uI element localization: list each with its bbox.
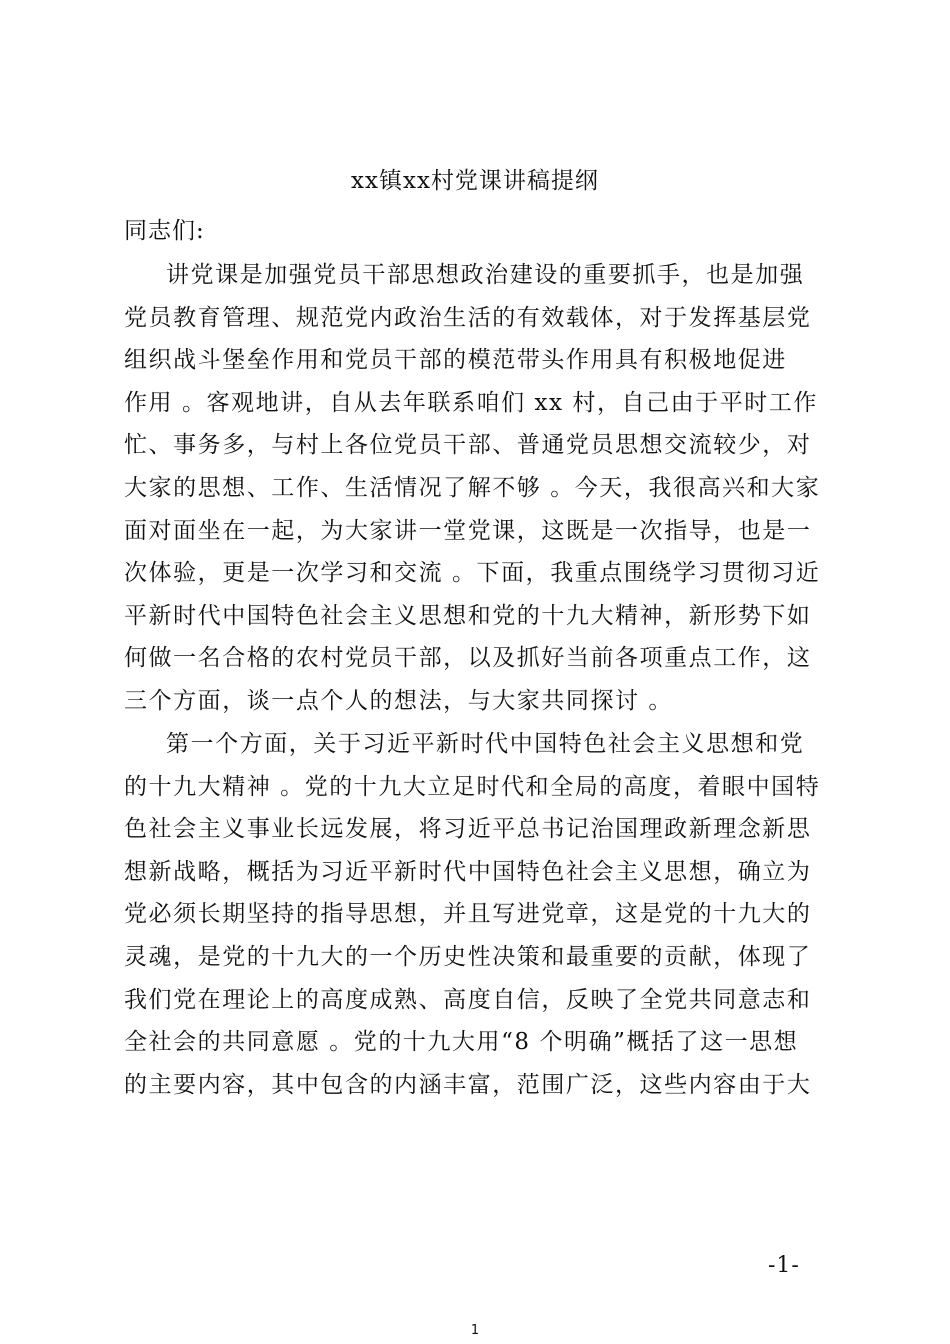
paragraph-line: 的主要内容，其中包含的内涵丰富，范围广泛，这些内容由于大 <box>124 1071 812 1098</box>
paragraph-line: 作用 。客观地讲，自从去年联系咱们 xx 村，自己由于平时工作 <box>124 389 818 416</box>
footer-page-number: 1 <box>470 1323 480 1338</box>
page-number-marker: -1- <box>768 1253 800 1278</box>
paragraph-line: 平新时代中国特色社会主义思想和党的十九大精神，新形势下如 <box>124 602 812 629</box>
paragraph-line: 色社会主义事业长远发展，将习近平总书记治国理政新理念新思 <box>124 816 812 843</box>
paragraph-line: 组织战斗堡垒作用和党员干部的模范带头作用具有积极地促进 <box>124 347 787 374</box>
paragraph-line: 讲党课是加强党员干部思想政治建设的重要抓手，也是加强 <box>166 262 805 288</box>
paragraph-line: 面对面坐在一起，为大家讲一堂党课，这既是一次指导，也是一 <box>124 517 812 544</box>
document-title: xx镇xx村党课讲稿提纲 <box>351 168 599 194</box>
paragraph-line: 忙、事务多，与村上各位党员干部、普通党员思想交流较少，对 <box>124 432 812 459</box>
paragraph-line: 次体验，更是一次学习和交流 。下面，我重点围绕学习贯彻习近 <box>124 560 821 587</box>
paragraph-line: 的十九大精神 。党的十九大立足时代和全局的高度，着眼中国特 <box>124 773 821 800</box>
paragraph-line: 我们党在理论上的高度成熟、高度自信，反映了全党共同意志和 <box>124 986 812 1013</box>
paragraph-line: 何做一名合格的农村党员干部，以及抓好当前各项重点工作，这 <box>124 645 812 672</box>
salutation: 同志们: <box>124 218 205 244</box>
paragraph-2 <box>124 723 820 1106</box>
paragraph-line: 三个方面，谈一点个人的想法，与大家共同探讨 。 <box>124 687 673 714</box>
paragraph-line: 全社会的共同意愿 。党的十九大用“8 个明确”概括了这一思想 <box>124 1029 799 1056</box>
paragraph-line: 党员教育管理、规范党内政治生活的有效载体，对于发挥基层党 <box>124 304 812 331</box>
paragraph-line: 想新战略，概括为习近平新时代中国特色社会主义思想，确立为 <box>124 858 812 885</box>
paragraph-line: 第一个方面，关于习近平新时代中国特色社会主义思想和党 <box>166 731 805 757</box>
paragraph-line: 大家的思想、工作、生活情况了解不够 。今天，我很高兴和大家 <box>124 474 821 501</box>
paragraph-line: 党必须长期坚持的指导思想，并且写进党章，这是党的十九大的 <box>124 901 812 928</box>
paragraph-line: 灵魂，是党的十九大的一个历史性决策和最重要的贡献，体现了 <box>124 943 812 970</box>
paragraph-1 <box>124 254 820 723</box>
